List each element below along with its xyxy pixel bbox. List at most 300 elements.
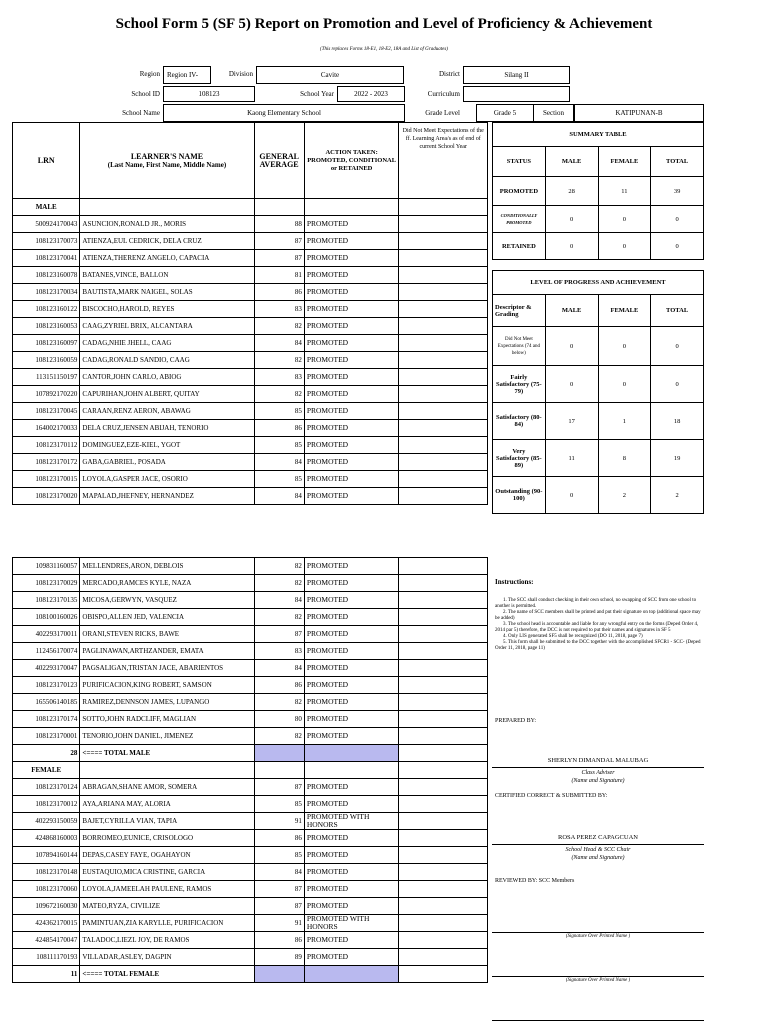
learner-name: ORANI,STEVEN RICKS, BAWE bbox=[80, 626, 254, 643]
learner-action: PROMOTED bbox=[304, 488, 399, 505]
summary-row bbox=[493, 177, 704, 206]
learner-name: MAPALAD,JHEFNEY, HERNANDEZ bbox=[80, 488, 254, 505]
learner-average: 91 bbox=[254, 915, 304, 932]
learner-name: MATEO,RYZA, CIVILIZE bbox=[80, 898, 254, 915]
col-dnme: Did Not Meet Expectations of the ff. Learning Area/s as of end of current School Year bbox=[399, 123, 488, 199]
region-label: Region bbox=[139, 70, 160, 78]
learner-lrn: 108123170172 bbox=[13, 454, 80, 471]
female-section-label: FEMALE bbox=[13, 762, 80, 779]
learner-average: 88 bbox=[254, 216, 304, 233]
grade-level-field: Grade 5 bbox=[476, 104, 534, 122]
learner-average: 86 bbox=[254, 420, 304, 437]
summary-value: 0 bbox=[598, 206, 651, 233]
learner-row bbox=[13, 592, 488, 609]
learner-average: 83 bbox=[254, 301, 304, 318]
learner-lrn: 108123170148 bbox=[13, 864, 80, 881]
learner-name: ATIENZA,EUL CEDRICK, DELA CRUZ bbox=[80, 233, 254, 250]
learner-lrn: 108123170015 bbox=[13, 471, 80, 488]
certified-label: CERTIFIED CORRECT & SUBMITTED BY: bbox=[495, 793, 608, 799]
learner-row bbox=[13, 488, 488, 505]
learner-name: BAUTISTA,MARK NAIGEL, SOLAS bbox=[80, 284, 254, 301]
division-field: Cavite bbox=[256, 66, 404, 84]
instruction-item: 4. Only LIS generated SF5 shall be recognized (DO 11, 2018, page 7) bbox=[503, 634, 643, 639]
total-female-count: 11 bbox=[13, 966, 80, 983]
learner-lrn: 108123170012 bbox=[13, 796, 80, 813]
instruction-item: 3. The school head is accountable and liable for any wrongful entry on the forms (Deped Order 4, 2014 par 5) therefore, the DCC is not required to put their names and signatures in SF 5 bbox=[495, 622, 699, 633]
learner-dnme bbox=[399, 677, 488, 694]
learner-average: 87 bbox=[254, 881, 304, 898]
learner-action: PROMOTED bbox=[304, 677, 399, 694]
progress-value: 0 bbox=[598, 366, 651, 403]
summary-title: SUMMARY TABLE bbox=[493, 123, 704, 147]
learner-dnme bbox=[399, 335, 488, 352]
learner-average: 86 bbox=[254, 932, 304, 949]
learner-dnme bbox=[399, 233, 488, 250]
learner-action: PROMOTED bbox=[304, 643, 399, 660]
learner-name: VILLADAR,ASLEY, DAGPIN bbox=[80, 949, 254, 966]
learner-lrn: 109831160057 bbox=[13, 558, 80, 575]
learner-average: 85 bbox=[254, 437, 304, 454]
learner-lrn: 108123170041 bbox=[13, 250, 80, 267]
learner-action: PROMOTED bbox=[304, 267, 399, 284]
instruction-item: 1. The SCC shall conduct checking in their own school, no swapping of SCC from one school to another is permitted. bbox=[495, 598, 697, 609]
learner-lrn: 108123170034 bbox=[13, 284, 80, 301]
col-name-title: LEARNER'S NAME bbox=[130, 151, 204, 161]
learner-dnme bbox=[399, 796, 488, 813]
learner-row bbox=[13, 386, 488, 403]
total-male-label: <==== TOTAL MALE bbox=[80, 745, 254, 762]
learner-dnme bbox=[399, 369, 488, 386]
learner-dnme bbox=[399, 488, 488, 505]
learner-name: CADAG,NHIE JHELL, CAAG bbox=[80, 335, 254, 352]
learner-dnme bbox=[399, 949, 488, 966]
learner-name: LOYOLA,GASPER JACE, OSORIO bbox=[80, 471, 254, 488]
learner-name: CADAG,RONALD SANDIO, CAAG bbox=[80, 352, 254, 369]
learner-lrn: 108123170020 bbox=[13, 488, 80, 505]
learner-action: PROMOTED bbox=[304, 575, 399, 592]
learner-average: 84 bbox=[254, 335, 304, 352]
learner-action: PROMOTED bbox=[304, 250, 399, 267]
learner-average: 87 bbox=[254, 626, 304, 643]
progress-row bbox=[493, 327, 704, 366]
learner-row bbox=[13, 711, 488, 728]
learner-action: PROMOTED bbox=[304, 796, 399, 813]
school-name-field: Kaong Elementary School bbox=[163, 104, 405, 122]
learner-name: BISCOCHO,HAROLD, REYES bbox=[80, 301, 254, 318]
learner-name: TALADOC,LIEZL JOY, DE RAMOS bbox=[80, 932, 254, 949]
learner-average: 80 bbox=[254, 711, 304, 728]
learner-lrn: 108123160059 bbox=[13, 352, 80, 369]
learner-name: PURIFICACION,KING ROBERT, SAMSON bbox=[80, 677, 254, 694]
learner-name: TENORIO,JOHN DANIEL, JIMENEZ bbox=[80, 728, 254, 745]
learner-name: EUSTAQUIO,MICA CRISTINE, GARCIA bbox=[80, 864, 254, 881]
learner-dnme bbox=[399, 250, 488, 267]
learner-name: CAPURIHAN,JOHN ALBERT, QUITAY bbox=[80, 386, 254, 403]
learner-action: PROMOTED bbox=[304, 352, 399, 369]
learner-lrn: 108123170123 bbox=[13, 677, 80, 694]
learner-row bbox=[13, 779, 488, 796]
learner-lrn: 109672160030 bbox=[13, 898, 80, 915]
instruction-item: 5. This form shall be submitted to the DCC together with the accomplished SFCR1 - SCC- (Deped Order 11, 2018, page 11) bbox=[495, 640, 701, 651]
progress-row bbox=[493, 366, 704, 403]
learner-average: 85 bbox=[254, 796, 304, 813]
learner-action: PROMOTED bbox=[304, 711, 399, 728]
summary-col-female: FEMALE bbox=[598, 147, 651, 177]
school-year-label: School Year bbox=[300, 90, 334, 98]
learner-row bbox=[13, 898, 488, 915]
adviser-note: (Name and Signature) bbox=[571, 778, 625, 784]
learner-average: 82 bbox=[254, 318, 304, 335]
adviser-role: Class Adviser bbox=[581, 770, 615, 776]
learner-dnme bbox=[399, 932, 488, 949]
curriculum-field bbox=[463, 86, 570, 102]
prepared-by-label: PREPARED BY: bbox=[495, 718, 537, 724]
learner-lrn: 108123170135 bbox=[13, 592, 80, 609]
summary-value: 0 bbox=[545, 206, 598, 233]
progress-value: 0 bbox=[545, 366, 598, 403]
col-name-sub: (Last Name, First Name, Middle Name) bbox=[107, 160, 227, 169]
learner-name: PAGSALIGAN,TRISTAN JACE, ABARIENTOS bbox=[80, 660, 254, 677]
progress-row bbox=[493, 403, 704, 440]
summary-value: 0 bbox=[651, 233, 704, 260]
learner-average: 82 bbox=[254, 728, 304, 745]
learner-dnme bbox=[399, 592, 488, 609]
learner-name: OBISPO,ALLEN JED, VALENCIA bbox=[80, 609, 254, 626]
learner-average: 83 bbox=[254, 369, 304, 386]
learner-row bbox=[13, 881, 488, 898]
learner-lrn: 107894160144 bbox=[13, 847, 80, 864]
learner-dnme bbox=[399, 626, 488, 643]
learner-name: MELLENDRES,ARON, DEBLOIS bbox=[80, 558, 254, 575]
learner-row bbox=[13, 796, 488, 813]
school-name-label: School Name bbox=[122, 109, 160, 117]
learner-row bbox=[13, 626, 488, 643]
progress-value: 19 bbox=[651, 440, 704, 477]
learner-average: 91 bbox=[254, 813, 304, 830]
learner-dnme bbox=[399, 694, 488, 711]
progress-col-descriptor: Descriptor & Grading bbox=[493, 295, 546, 327]
learner-dnme bbox=[399, 216, 488, 233]
summary-value: 11 bbox=[598, 177, 651, 206]
learner-action: PROMOTED bbox=[304, 881, 399, 898]
learner-average: 84 bbox=[254, 660, 304, 677]
learner-lrn: 165506140185 bbox=[13, 694, 80, 711]
learner-dnme bbox=[399, 847, 488, 864]
learner-row bbox=[13, 949, 488, 966]
learner-row bbox=[13, 318, 488, 335]
progress-label: Outstanding (90-100) bbox=[493, 477, 546, 514]
progress-label: Very Satisfactory (85-89) bbox=[493, 440, 546, 477]
instructions-title: Instructions: bbox=[495, 578, 534, 586]
learner-lrn: 108100160026 bbox=[13, 609, 80, 626]
learner-average: 87 bbox=[254, 779, 304, 796]
learner-dnme bbox=[399, 864, 488, 881]
learner-name: LOYOLA,JAMEELAH PAULENE, RAMOS bbox=[80, 881, 254, 898]
learner-dnme bbox=[399, 267, 488, 284]
learner-row bbox=[13, 454, 488, 471]
summary-table bbox=[492, 122, 704, 514]
learner-average: 85 bbox=[254, 847, 304, 864]
learner-lrn: 107892170220 bbox=[13, 386, 80, 403]
learner-lrn: 108123170029 bbox=[13, 575, 80, 592]
learner-dnme bbox=[399, 454, 488, 471]
learner-average: 87 bbox=[254, 898, 304, 915]
learner-dnme bbox=[399, 779, 488, 796]
summary-label: RETAINED bbox=[493, 233, 546, 260]
learner-row bbox=[13, 233, 488, 250]
learner-dnme bbox=[399, 318, 488, 335]
progress-label: Satisfactory (80-84) bbox=[493, 403, 546, 440]
learner-action: PROMOTED bbox=[304, 386, 399, 403]
scc-signature-line-1 bbox=[492, 932, 704, 933]
learner-name: PAGLINAWAN,ARTHZANDER, EMATA bbox=[80, 643, 254, 660]
learner-name: SOTTO,JOHN RADCLIFF, MAGLIAN bbox=[80, 711, 254, 728]
learner-name: MERCADO,RAMCES KYLE, NAZA bbox=[80, 575, 254, 592]
col-lrn: LRN bbox=[13, 123, 80, 199]
progress-value: 18 bbox=[651, 403, 704, 440]
district-field: Silang II bbox=[463, 66, 570, 84]
learner-name: PAMINTUAN,ZIA KARYLLE, PURIFICACION bbox=[80, 915, 254, 932]
school-id-label: School ID bbox=[131, 90, 160, 98]
learner-action: PROMOTED bbox=[304, 284, 399, 301]
learner-action: PROMOTED bbox=[304, 437, 399, 454]
learner-average: 87 bbox=[254, 250, 304, 267]
male-section-label: MALE bbox=[13, 199, 80, 216]
school-year-field: 2022 - 2023 bbox=[337, 86, 405, 102]
learner-dnme bbox=[399, 660, 488, 677]
instruction-item: 2. The name of SCC members shall be printed and put their signature on top (additional space may be added) bbox=[495, 610, 701, 621]
learner-row bbox=[13, 677, 488, 694]
division-label: Division bbox=[228, 70, 253, 78]
learner-dnme bbox=[399, 558, 488, 575]
learner-row bbox=[13, 728, 488, 745]
curriculum-label: Curriculum bbox=[427, 90, 460, 98]
learner-dnme bbox=[399, 352, 488, 369]
progress-value: 0 bbox=[651, 366, 704, 403]
learner-lrn: 164002170033 bbox=[13, 420, 80, 437]
learner-action: PROMOTED bbox=[304, 830, 399, 847]
progress-value: 11 bbox=[545, 440, 598, 477]
form-subtitle: (This replaces Forms 18-E1, 18-E2, 18A and List of Graduates) bbox=[320, 47, 448, 52]
learner-row bbox=[13, 369, 488, 386]
summary-label: CONDITIONALLY PROMOTED bbox=[493, 206, 546, 233]
learner-dnme bbox=[399, 881, 488, 898]
summary-label: PROMOTED bbox=[493, 177, 546, 206]
learner-name: CANTOR,JOHN CARLO, ABIOG bbox=[80, 369, 254, 386]
learner-name: MICOSA,GERWYN, VASQUEZ bbox=[80, 592, 254, 609]
learner-average: 89 bbox=[254, 949, 304, 966]
progress-value: 2 bbox=[598, 477, 651, 514]
learner-action: PROMOTED bbox=[304, 779, 399, 796]
progress-value: 8 bbox=[598, 440, 651, 477]
learner-action: PROMOTED bbox=[304, 233, 399, 250]
adviser-name: SHERLYN DIMANDAL MALUBAG bbox=[547, 757, 649, 764]
learner-name: ASUNCION,RONALD JR., MORIS bbox=[80, 216, 254, 233]
summary-value: 0 bbox=[598, 233, 651, 260]
learner-average: 86 bbox=[254, 284, 304, 301]
learner-action: PROMOTED bbox=[304, 216, 399, 233]
learner-lrn: 402293170047 bbox=[13, 660, 80, 677]
learner-row bbox=[13, 301, 488, 318]
col-name bbox=[80, 123, 254, 199]
learner-name: CAAG,ZYRIEL BRIX, ALCANTARA bbox=[80, 318, 254, 335]
progress-value: 0 bbox=[545, 477, 598, 514]
learner-row bbox=[13, 813, 488, 830]
learner-row bbox=[13, 335, 488, 352]
progress-label: Fairly Satisfactory (75-79) bbox=[493, 366, 546, 403]
learner-average: 82 bbox=[254, 575, 304, 592]
progress-value: 0 bbox=[545, 327, 598, 366]
learner-name: DELA CRUZ,JENSEN ABIJAH, TENORIO bbox=[80, 420, 254, 437]
learner-row bbox=[13, 267, 488, 284]
learner-row bbox=[13, 352, 488, 369]
learner-lrn: 424362170015 bbox=[13, 915, 80, 932]
summary-col-male: MALE bbox=[545, 147, 598, 177]
section-field: KATIPUNAN-B bbox=[574, 104, 704, 122]
learner-name: GABA,GABRIEL, POSADA bbox=[80, 454, 254, 471]
learner-name: AYA,ARIANA MAY, ALORIA bbox=[80, 796, 254, 813]
learner-name: DOMINGUEZ,EZE-KIEL, YGOT bbox=[80, 437, 254, 454]
learner-action: PROMOTED bbox=[304, 369, 399, 386]
progress-value: 0 bbox=[651, 327, 704, 366]
learner-average: 86 bbox=[254, 830, 304, 847]
learner-action: PROMOTED bbox=[304, 471, 399, 488]
learner-action: PROMOTED bbox=[304, 728, 399, 745]
learner-dnme bbox=[399, 575, 488, 592]
reviewed-label: REVIEWED BY: SCC Members bbox=[495, 878, 575, 884]
summary-value: 0 bbox=[651, 206, 704, 233]
learner-action: PROMOTED WITH HONORS bbox=[304, 915, 399, 932]
learner-row bbox=[13, 915, 488, 932]
learner-row bbox=[13, 437, 488, 454]
learner-average: 83 bbox=[254, 643, 304, 660]
learner-name: BATANES,VINCE, BALLON bbox=[80, 267, 254, 284]
district-label: District bbox=[439, 70, 460, 78]
learner-action: PROMOTED bbox=[304, 626, 399, 643]
learner-name: DEPAS,CASEY FAYE, OGAHAYON bbox=[80, 847, 254, 864]
learner-name: ABRAGAN,SHANE AMOR, SOMERA bbox=[80, 779, 254, 796]
summary-row bbox=[493, 233, 704, 260]
scc-signature-line-3 bbox=[492, 1020, 704, 1021]
learner-lrn: 108111170193 bbox=[13, 949, 80, 966]
learner-lrn: 108123170060 bbox=[13, 881, 80, 898]
learner-action: PROMOTED bbox=[304, 301, 399, 318]
head-role: School Head & SCC Chair bbox=[565, 847, 631, 853]
learner-average: 84 bbox=[254, 488, 304, 505]
learner-average: 85 bbox=[254, 471, 304, 488]
learner-lrn: 500924170043 bbox=[13, 216, 80, 233]
learner-dnme bbox=[399, 386, 488, 403]
learner-row bbox=[13, 284, 488, 301]
learner-dnme bbox=[399, 711, 488, 728]
total-male-count: 28 bbox=[13, 745, 80, 762]
learner-action: PROMOTED bbox=[304, 898, 399, 915]
learner-lrn: 424868160003 bbox=[13, 830, 80, 847]
progress-row bbox=[493, 477, 704, 514]
learner-action: PROMOTED bbox=[304, 660, 399, 677]
learner-lrn: 108123170073 bbox=[13, 233, 80, 250]
learner-row bbox=[13, 420, 488, 437]
learner-name: ATIENZA,THERENZ ANGELO, CAPACIA bbox=[80, 250, 254, 267]
learner-lrn: 108123170124 bbox=[13, 779, 80, 796]
head-name: ROSA PEREZ CAPAGCUAN bbox=[558, 834, 638, 841]
learner-average: 87 bbox=[254, 233, 304, 250]
learner-dnme bbox=[399, 284, 488, 301]
section-label: Section bbox=[534, 104, 574, 122]
learner-dnme bbox=[399, 830, 488, 847]
summary-value: 28 bbox=[545, 177, 598, 206]
learner-dnme bbox=[399, 420, 488, 437]
instructions-list bbox=[495, 598, 705, 652]
learner-action: PROMOTED bbox=[304, 694, 399, 711]
learner-average: 82 bbox=[254, 352, 304, 369]
learner-action: PROMOTED bbox=[304, 592, 399, 609]
learner-lrn: 108123160053 bbox=[13, 318, 80, 335]
learner-name: BAJET,CYRILLA VIAN, TAPIA bbox=[80, 813, 254, 830]
total-female-label: <==== TOTAL FEMALE bbox=[80, 966, 254, 983]
learner-row bbox=[13, 216, 488, 233]
learner-lrn: 402293170011 bbox=[13, 626, 80, 643]
learner-action: PROMOTED bbox=[304, 609, 399, 626]
learner-lrn: 108123170112 bbox=[13, 437, 80, 454]
learner-lrn: 108123160122 bbox=[13, 301, 80, 318]
learner-name: CARAAN,RENZ AERON, ABAWAG bbox=[80, 403, 254, 420]
progress-value: 1 bbox=[598, 403, 651, 440]
form-title: School Form 5 (SF 5) Report on Promotion and Level of Proficiency & Achievement bbox=[115, 16, 653, 32]
learner-action: PROMOTED bbox=[304, 847, 399, 864]
learner-action: PROMOTED WITH HONORS bbox=[304, 813, 399, 830]
learner-action: PROMOTED bbox=[304, 949, 399, 966]
learner-row bbox=[13, 471, 488, 488]
summary-col-status: STATUS bbox=[493, 147, 546, 177]
learner-action: PROMOTED bbox=[304, 932, 399, 949]
learner-dnme bbox=[399, 643, 488, 660]
learner-average: 82 bbox=[254, 609, 304, 626]
adviser-signature-line bbox=[492, 767, 704, 768]
learner-dnme bbox=[399, 301, 488, 318]
learner-name: BORROMEO,EUNICE, CRISOLOGO bbox=[80, 830, 254, 847]
learner-average: 82 bbox=[254, 694, 304, 711]
summary-value: 39 bbox=[651, 177, 704, 206]
learner-lrn: 112456170074 bbox=[13, 643, 80, 660]
progress-col-total: TOTAL bbox=[651, 295, 704, 327]
learner-average: 84 bbox=[254, 864, 304, 881]
learner-action: PROMOTED bbox=[304, 864, 399, 881]
progress-title: LEVEL OF PROGRESS AND ACHIEVEMENT bbox=[493, 271, 704, 295]
learners-table-top bbox=[12, 122, 488, 505]
learner-action: PROMOTED bbox=[304, 403, 399, 420]
learner-action: PROMOTED bbox=[304, 318, 399, 335]
school-id-field: 108123 bbox=[163, 86, 255, 102]
head-signature-line bbox=[492, 844, 704, 845]
learner-row bbox=[13, 643, 488, 660]
learner-dnme bbox=[399, 915, 488, 932]
learner-average: 82 bbox=[254, 386, 304, 403]
learner-lrn: 402293150059 bbox=[13, 813, 80, 830]
learner-row bbox=[13, 403, 488, 420]
learner-dnme bbox=[399, 471, 488, 488]
learner-average: 85 bbox=[254, 403, 304, 420]
learner-lrn: 108123170174 bbox=[13, 711, 80, 728]
learner-row bbox=[13, 575, 488, 592]
learner-average: 84 bbox=[254, 454, 304, 471]
learner-average: 81 bbox=[254, 267, 304, 284]
col-avg: GENERAL AVERAGE bbox=[254, 123, 304, 199]
grade-level-label: Grade Level bbox=[425, 109, 460, 117]
learner-dnme bbox=[399, 898, 488, 915]
progress-value: 17 bbox=[545, 403, 598, 440]
learner-row bbox=[13, 864, 488, 881]
